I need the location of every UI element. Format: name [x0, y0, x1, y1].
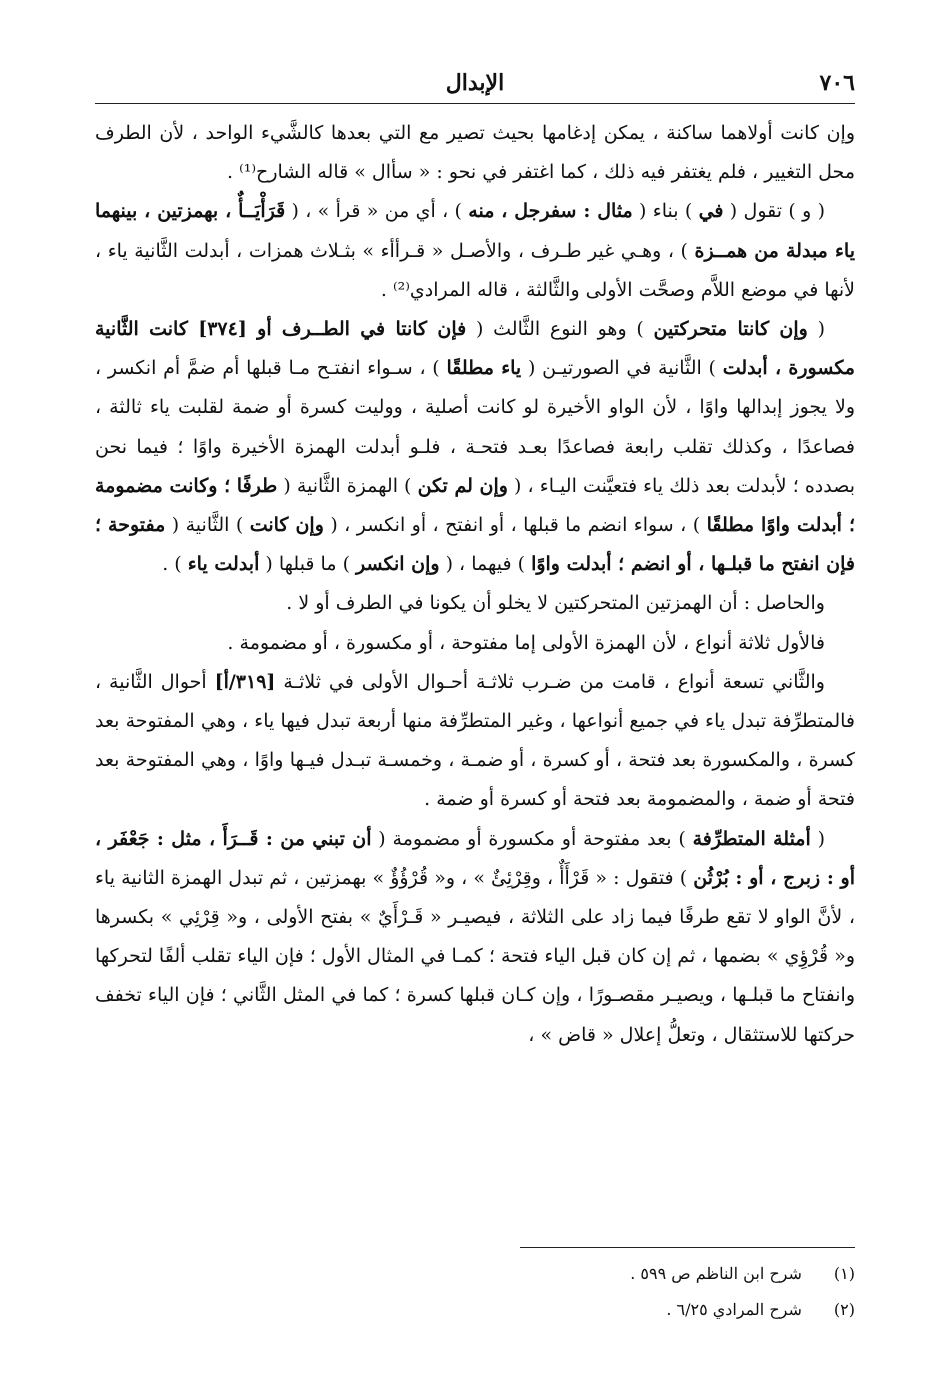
page-marker: [٣٧٤]	[187, 318, 258, 341]
text-run: ) ما قبلها (	[259, 553, 357, 576]
text-run: ) .	[162, 553, 188, 576]
text-run: ) ، وهـي غير طـرف ، والأصـل « قـرأأء » بثـلاث همزات ، أبدلت الثَّانية ياء ، لأنها في موضع اللاَّم وصحَّت الأولى والثَّالثة ، قاله المرادي⁽²⁾ .	[95, 239, 855, 301]
text-run: ) الثَّانية (	[165, 514, 250, 537]
text-run: أحوال الثَّانية ، فالمتطرِّفة تبدل ياء في جميع أنواعها ، وغير المتطرِّفة منها أربعة تبدل فيها ياء ، وهي المفتوحة بعد كسرة ، والمكسورة بعد فتحة ، أو كسرة ، أو ضمـة ، وخمسـة تبـدل فيـها واوًا ، وهي المفتوحة بعد فتحة أو ضمة ، والمضمومة بعد فتحة أو كسرة أو ضمة .	[95, 670, 855, 811]
text-run: ) ، أي من « قرأ » ، (	[285, 200, 469, 223]
text-run: ) الثَّانية في الصورتيـن (	[521, 357, 723, 380]
bold-run: قَرَأْيَــأٌ ، بهمزتين ، بينهما ياء مبدلة من همــزة	[95, 200, 855, 262]
bold-run: وإن انكسر	[356, 553, 440, 576]
text-run: ) فتقول : « قَرْأَأٌ ، وقِرْئِئٌ » ، و« قُرْؤُؤٌ » بهمزتين ، ثم تبدل الهمزة الثانية ياء ، لأنَّ الواو لا تقع طرفًا فيما زاد على الثلاثة ، فيصيـر « قَـرْأَيٌ » بفتح الأولى ، و« قِرْئِي » بكسرها و« قُرْؤِي » بضمها ، ثم إن كان قبل الياء فتحة ؛ كمـا في المثال الأول ؛ فإن الياء تقلب ألفًا لتحركها وانفتاح ما قبلـها ، ويصيـر مقصـورًا ، وإن كـان قبلها كسرة ؛ كما في المثل الثَّاني ؛ فإن الياء تخفف حركتها للاستثقال ، وتعلُّ إعلال « قاض » ،	[95, 866, 855, 1046]
text-run: (	[810, 827, 826, 850]
footnotes	[95, 1256, 855, 1328]
text-run: ) الهمزة الثَّانية (	[277, 474, 418, 497]
bold-run: وإن كانت	[249, 514, 324, 537]
text-run: ( و ) تقول (	[723, 200, 825, 223]
header-rule	[95, 103, 855, 104]
bold-run: أن تبني من : قَــرَأَ ، مثل : جَعْفَر ، أو : زبرج ، أو : بُرْثُن	[95, 827, 855, 889]
paragraph-6	[95, 663, 855, 820]
paragraph-3	[95, 310, 855, 584]
bold-run: أمثلة المتطرِّفة	[692, 827, 811, 850]
page-marker: [٣١٩/أ]	[214, 670, 276, 693]
bold-run: في	[698, 200, 724, 223]
text-run: ) فيهما ، (	[439, 553, 532, 576]
bold-run: كانت الثَّانية مكسورة ، أبدلت	[95, 318, 855, 380]
bold-run: مثال : سفرجل ، منه	[468, 200, 633, 223]
footnote-1	[95, 1256, 855, 1292]
bold-run: أبدلت ياء	[187, 553, 260, 576]
footnote-number: (٢)	[833, 1300, 855, 1319]
bold-run: فإن كانتا في الطــرف أو	[257, 318, 467, 341]
paragraph-4: والحاصل : أن الهمزتين المتحركتين لا يخلو أن يكونا في الطرف أو لا .	[286, 592, 825, 615]
text-run: ) ، سواء انضم ما قبلها ، أو انفتح ، أو انكسر ، (	[323, 514, 707, 537]
bold-run: طرفًا ؛ وكانت مضمومة ؛ أبدلت واوًا مطلقًا	[95, 474, 855, 537]
paragraph-2	[95, 192, 855, 310]
bold-run: مفتوحة ؛ فإن انفتح ما قبلـها ، أو انضم ؛ أبدلت واوًا	[95, 514, 855, 576]
paragraph-7	[95, 820, 855, 1055]
page-number: ٧٠٦	[819, 70, 855, 96]
text-run: ) بناء (	[632, 200, 699, 223]
text-run: (	[807, 318, 825, 341]
bold-run: ياء مطلقًا	[446, 357, 522, 380]
bold-run: وإن كانتا متحركتين	[653, 318, 808, 341]
paragraph-1: وإن كانت أولاهما ساكنة ، يمكن إدغامها بحيث تصير مع التي بعدها كالشَّيء الواحد ، لأن الطرف محل التغيير ، فلم يغتفر فيه ذلك ، كما اغتفر في نحو : « سأال » قاله الشارح⁽¹⁾ .	[95, 122, 855, 184]
text-run: ) بعد مفتوحة أو مكسورة أو مضمومة (	[371, 827, 693, 850]
text-run: ) ، سـواء انفتـح مـا قبلها أم ضمَّ أم انكسر ، ولا يجوز إبدالها واوًا ، لأن الواو الأخيرة لو كانت أصلية ، ووليت كسرة أو ضمة لقلبت ياء ثالثة ، فصاعدًا ، وكذلك تقلب رابعة فصاعدًا بعـد فتحـة ، فلـو أبدلت الهمزة الأخيرة واوًا ؛ فيما نحن بصدده ؛ لأبدلت بعد ذلك ياء فتعيَّنت اليـاء ، (	[95, 357, 855, 497]
main-text	[95, 114, 855, 1055]
footnote-2	[95, 1292, 855, 1328]
page-title: الإبدال	[445, 70, 505, 96]
text-run: ) وهو النوع الثَّالث (	[466, 318, 654, 341]
footnote-number: (١)	[833, 1264, 855, 1283]
paragraph-5: فالأول ثلاثة أنواع ، لأن الهمزة الأولى إما مفتوحة ، أو مكسورة ، أو مضمومة .	[227, 631, 825, 654]
footnote-text: شرح ابن الناظم ص ٥٩٩ .	[630, 1264, 802, 1283]
bold-run: وإن لم تكن	[417, 474, 508, 497]
text-run: والثَّاني تسعة أنواع ، قامت من ضـرب ثلاثـة أحـوال الأولى في ثلاثـة	[275, 670, 825, 693]
footnote-rule	[520, 1247, 855, 1248]
page-header	[95, 66, 855, 106]
footnote-text: شرح المرادي ٦/٢٥ .	[666, 1300, 802, 1319]
